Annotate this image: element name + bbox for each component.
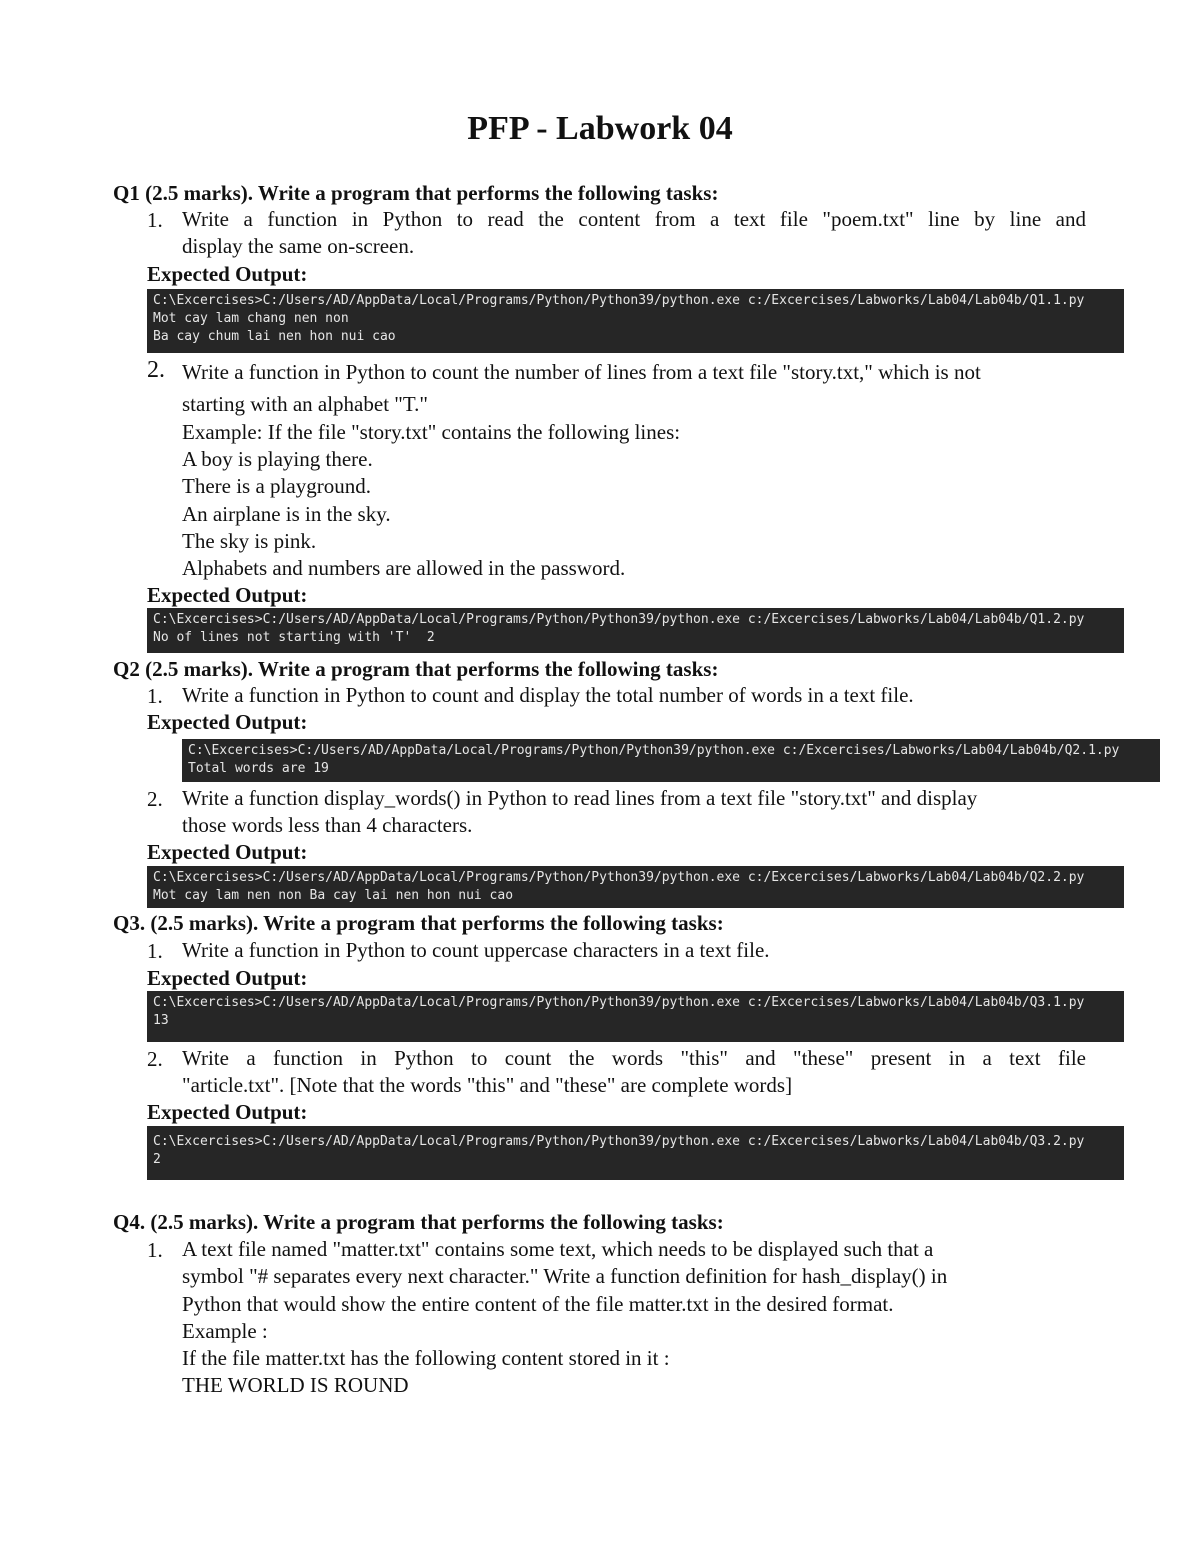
q1-task1-expected-label: Expected Output:	[147, 262, 308, 286]
q2-task1-expected-label: Expected Output:	[147, 710, 308, 734]
q1-task2-terminal-output	[147, 608, 1124, 653]
q1-heading: Q1 (2.5 marks). Write a program that performs the following tasks:	[113, 181, 719, 205]
terminal-line: C:\Excercises>C:/Users/AD/AppData/Local/Programs/Python/Python39/python.exe c:/Excercises/Labworks/Lab04/Lab04b/Q1.2.py	[153, 612, 1085, 627]
terminal-line: Mot cay lam nen non Ba cay lai nen hon nui cao	[153, 888, 514, 903]
q1-task1-line2: display the same on-screen.	[182, 234, 415, 258]
terminal-line: C:\Excercises>C:/Users/AD/AppData/Local/Programs/Python/Python39/python.exe c:/Excercises/Labworks/Lab04/Lab04b/Q2.2.py	[153, 870, 1085, 885]
q2-task2-number: 2.	[147, 787, 163, 811]
q3-task1-terminal-output	[147, 991, 1124, 1042]
q1-task2-sample-line: There is a playground.	[182, 474, 371, 498]
terminal-line: No of lines not starting with 'T' 2	[153, 630, 435, 645]
q3-task2-line2: "article.txt". [Note that the words "this" and "these" are complete words]	[182, 1073, 793, 1097]
q2-task1-number: 1.	[147, 684, 163, 708]
terminal-line: C:\Excercises>C:/Users/AD/AppData/Local/Programs/Python/Python39/python.exe c:/Excercises/Labworks/Lab04/Lab04b/Q2.1.py	[188, 743, 1120, 758]
q1-task1-terminal-output	[147, 289, 1124, 353]
q3-heading: Q3. (2.5 marks). Write a program that performs the following tasks:	[113, 911, 724, 935]
q3-task1-line1: Write a function in Python to count uppercase characters in a text file.	[182, 938, 770, 962]
terminal-line: C:\Excercises>C:/Users/AD/AppData/Local/Programs/Python/Python39/python.exe c:/Excercises/Labworks/Lab04/Lab04b/Q1.1.py	[153, 293, 1085, 308]
q1-task1-line1: Write a function in Python to read the content from a text file "poem.txt" line by line and	[182, 207, 1086, 231]
q1-task2-example: Example: If the file "story.txt" contains the following lines:	[182, 420, 681, 444]
q2-task2-expected-label: Expected Output:	[147, 840, 308, 864]
q1-task2-line2: starting with an alphabet "T."	[182, 392, 428, 416]
q2-task2-terminal-output	[147, 866, 1124, 908]
q2-task2-line1: Write a function display_words() in Python to read lines from a text file "story.txt" and display	[182, 786, 978, 810]
terminal-line: 2	[153, 1152, 161, 1167]
q4-task1-line: A text file named "matter.txt" contains some text, which needs to be displayed such that a	[182, 1237, 934, 1261]
q4-task1-number: 1.	[147, 1238, 163, 1262]
q1-task2-sample-line: The sky is pink.	[182, 529, 317, 553]
q1-task2-line1: Write a function in Python to count the number of lines from a text file "story.txt," which is not	[182, 360, 981, 384]
terminal-line: Total words are 19	[188, 761, 329, 776]
q4-heading: Q4. (2.5 marks). Write a program that performs the following tasks:	[113, 1210, 724, 1234]
page-title: PFP - Labwork 04	[467, 110, 733, 147]
q1-task2-sample-line: Alphabets and numbers are allowed in the password.	[182, 556, 626, 580]
q1-task1-number: 1.	[147, 208, 163, 232]
q3-task1-expected-label: Expected Output:	[147, 966, 308, 990]
q2-task1-line1: Write a function in Python to count and display the total number of words in a text file.	[182, 683, 914, 707]
q3-task2-number: 2.	[147, 1047, 163, 1071]
terminal-line: C:\Excercises>C:/Users/AD/AppData/Local/Programs/Python/Python39/python.exe c:/Excercises/Labworks/Lab04/Lab04b/Q3.2.py	[153, 1134, 1085, 1149]
q4-task1-line: If the file matter.txt has the following content stored in it :	[182, 1346, 670, 1370]
q4-task1-line: symbol "# separates every next character." Write a function definition for hash_display() in	[182, 1264, 948, 1288]
q1-task2-sample-line: An airplane is in the sky.	[182, 502, 391, 526]
q2-heading: Q2 (2.5 marks). Write a program that performs the following tasks:	[113, 657, 719, 681]
q3-task2-expected-label: Expected Output:	[147, 1100, 308, 1124]
q2-task1-terminal-output	[182, 739, 1160, 782]
terminal-line: 13	[153, 1013, 169, 1028]
q4-task1-sample-content: THE WORLD IS ROUND	[182, 1373, 409, 1397]
q1-task2-expected-label: Expected Output:	[147, 583, 308, 607]
q1-task2-number: 2.	[147, 357, 165, 383]
q3-task1-number: 1.	[147, 939, 163, 963]
q2-task2-line2: those words less than 4 characters.	[182, 813, 473, 837]
q4-task1-line: Python that would show the entire content of the file matter.txt in the desired format.	[182, 1292, 894, 1316]
q3-task2-terminal-output	[147, 1126, 1124, 1180]
q3-task2-line1: Write a function in Python to count the words "this" and "these" present in a text file	[182, 1046, 1086, 1070]
terminal-line: Mot cay lam chang nen non	[153, 311, 349, 326]
terminal-line: C:\Excercises>C:/Users/AD/AppData/Local/Programs/Python/Python39/python.exe c:/Excercises/Labworks/Lab04/Lab04b/Q3.1.py	[153, 995, 1085, 1010]
q4-task1-example-label: Example :	[182, 1319, 268, 1343]
q1-task2-sample-line: A boy is playing there.	[182, 447, 373, 471]
terminal-line: Ba cay chum lai nen hon nui cao	[153, 329, 396, 344]
